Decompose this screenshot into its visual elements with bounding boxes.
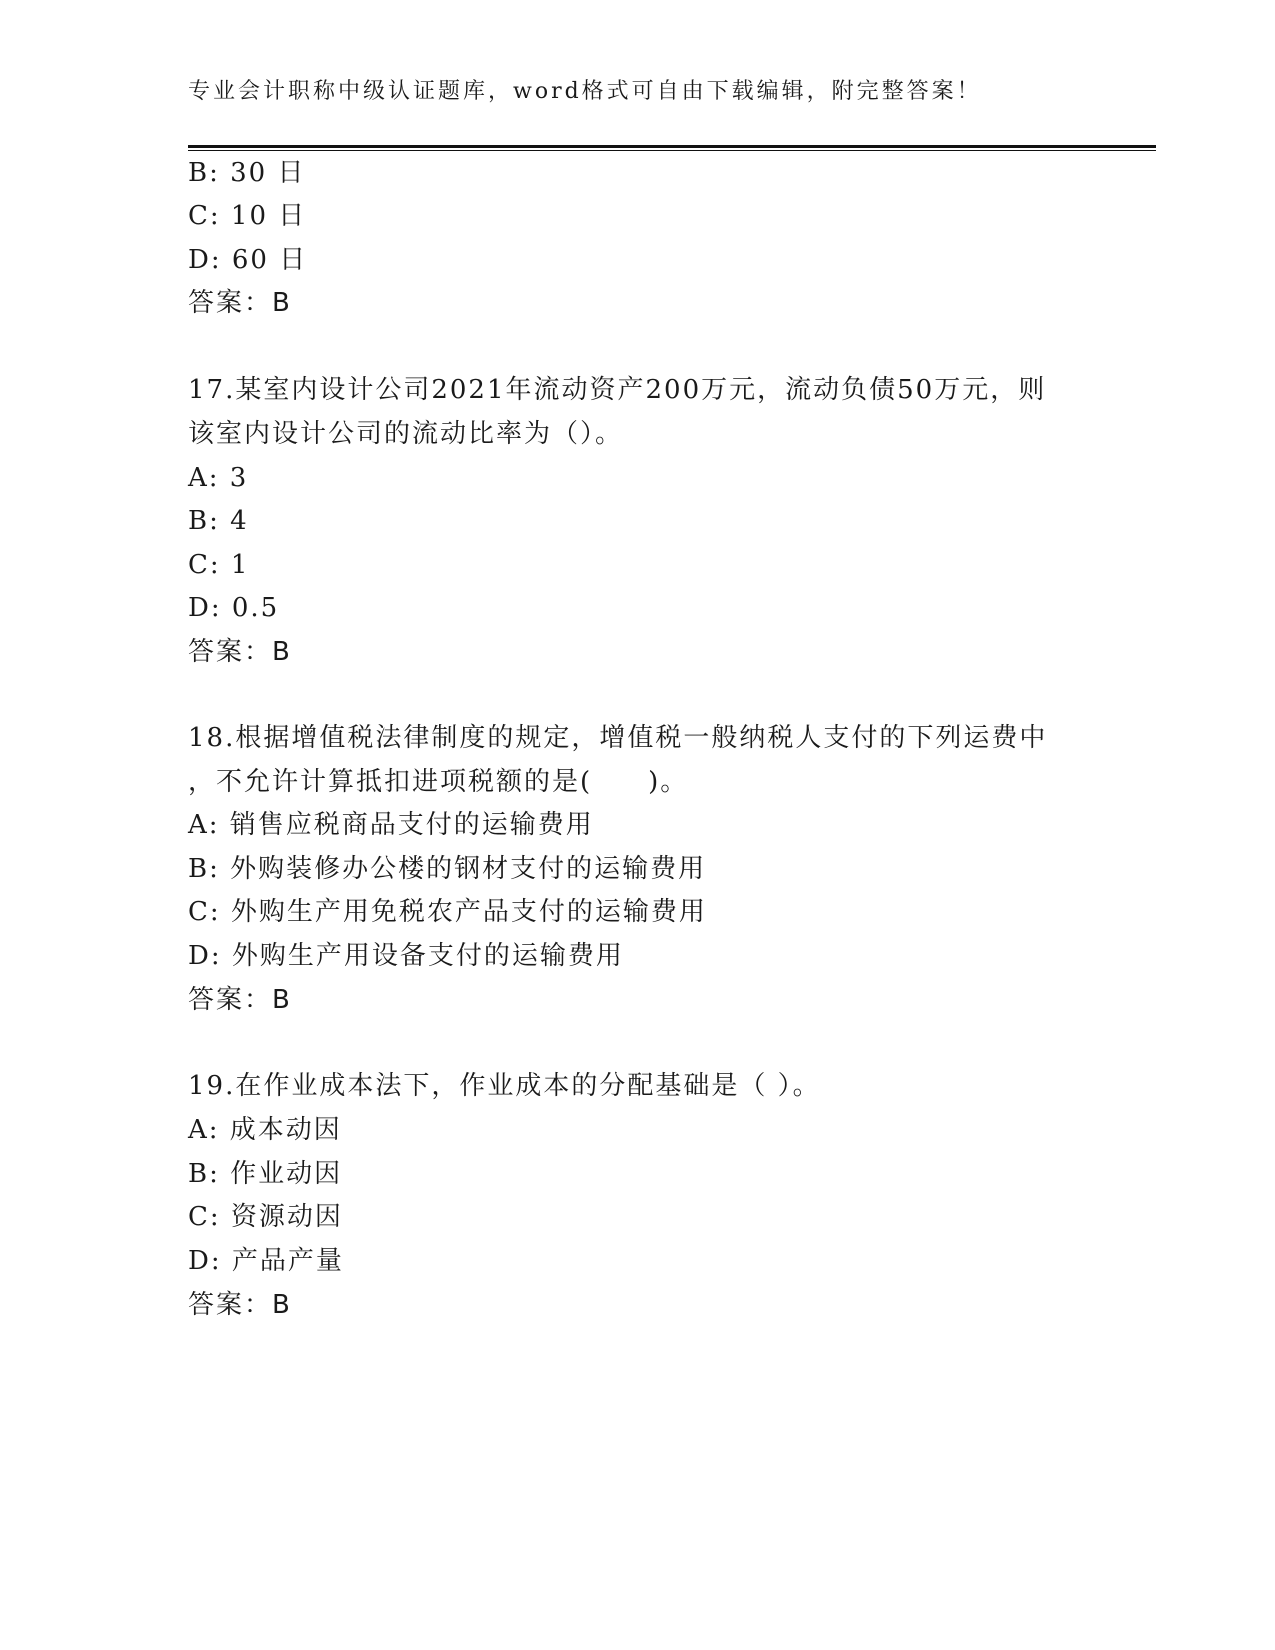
option-a: A: 3 [188,463,249,493]
question-17-stem-cont: 该室内设计公司的流动比率为（）。 [188,419,624,449]
question-19-stem: 19.在作业成本法下，作业成本的分配基础是（ ）。 [188,1071,821,1101]
option-c: C: 外购生产用免税农产品支付的运输费用 [188,897,707,927]
answer: 答案：B [188,1290,292,1320]
answer: 答案：B [188,288,292,318]
option-a: A: 成本动因 [188,1115,342,1145]
question-18-stem: 18.根据增值税法律制度的规定，增值税一般纳税人支付的下列运费中 [188,723,1048,753]
option-b: B: 4 [188,506,249,536]
header-rule-thin [188,150,1156,151]
answer: 答案：B [188,985,292,1015]
page-header: 专业会计职称中级认证题库，word格式可自由下载编辑，附完整答案！ [188,79,982,104]
question-18-stem-cont: ，不允许计算抵扣进项税额的是( )。 [188,767,689,797]
option-c: C: 10 日 [188,201,307,231]
option-d: D: 产品产量 [188,1246,344,1276]
option-a: A: 销售应税商品支付的运输费用 [188,810,594,840]
header-rule-thick [188,145,1156,148]
option-c: C: 资源动因 [188,1202,343,1232]
option-d: D: 0.5 [188,593,280,623]
question-17-stem: 17.某室内设计公司2021年流动资产200万元，流动负债50万元，则 [188,375,1047,405]
answer: 答案：B [188,637,292,667]
option-c: C: 1 [188,550,250,580]
option-d: D: 外购生产用设备支付的运输费用 [188,941,624,971]
option-b: B: 外购装修办公楼的钢材支付的运输费用 [188,854,707,884]
option-b: B: 作业动因 [188,1159,343,1189]
option-b: B: 30 日 [188,158,306,188]
option-d: D: 60 日 [188,245,308,275]
